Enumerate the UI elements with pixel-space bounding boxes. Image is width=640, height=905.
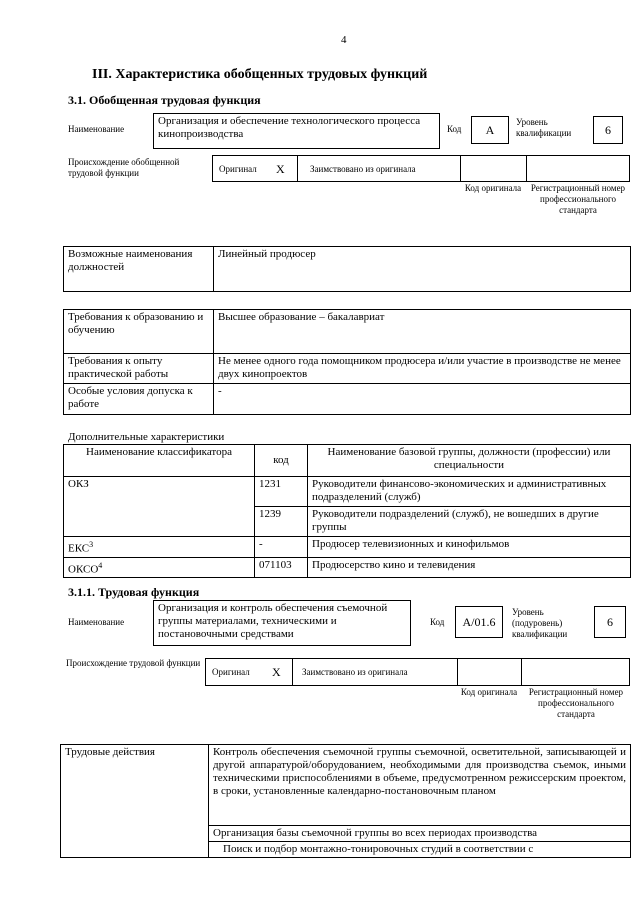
okz-name-1: Руководители финансово-экономических и административных подразделений (служб) (308, 477, 631, 507)
tf-original-mark: X (272, 665, 281, 679)
action-1: Контроль обеспечения съемочной группы съемочной, осветительной, записывающей и другой аппаратурой/оборудованием, необходимыми для производства съемок, иными техническими приспособлениями в объеме, предусмотренном режиссерским проектом, в сроки, установленные календарно-постановочным планом (209, 745, 631, 826)
okz-code-1: 1231 (255, 477, 308, 507)
special-label: Особые условия допуска к работе (64, 384, 214, 415)
additional-title: Дополнительные характеристики (68, 431, 225, 443)
positions-value: Линейный продюсер (214, 247, 631, 292)
section-title: III. Характеристика обобщенных трудовых функций (92, 67, 428, 82)
gtf-original-mark: X (276, 162, 285, 176)
tf-level-value: 6 (594, 606, 626, 638)
gtf-origin-divider-1 (297, 155, 298, 182)
gtf-level-label: Уровень квалификации (516, 117, 572, 138)
tf-reg-num-caption: Регистрационный номер профессионального стандарта (528, 687, 624, 719)
positions-table (63, 246, 631, 292)
requirements-table (63, 309, 631, 415)
tf-name-value: Организация и контроль обеспечения съемочной группы материалами, техническими и постановочными средствами (153, 600, 411, 646)
col-code: код (255, 445, 308, 477)
tf-origin-divider-3 (521, 658, 522, 686)
okso-classifier: ОКСО$^4$ (64, 557, 255, 578)
tf-level-label: Уровень (подуровень) квалификации (512, 607, 568, 639)
actions-table (60, 744, 631, 858)
gtf-code-value: A (471, 116, 509, 144)
gtf-origin-divider-2 (460, 155, 461, 182)
tf-heading: 3.1.1. Трудовая функция (68, 585, 200, 599)
tf-original-label: Оригинал (212, 667, 250, 677)
tf-origin-divider-2 (457, 658, 458, 686)
gtf-heading: 3.1. Обобщенная трудовая функция (68, 93, 261, 107)
col-classifier: Наименование классификатора (64, 445, 255, 477)
okz-code-2: 1239 (255, 507, 308, 537)
okso-name: Продюсерство кино и телевидения (308, 557, 631, 578)
gtf-reg-num-caption: Регистрационный номер профессионального стандарта (530, 183, 626, 215)
col-name: Наименование базовой группы, должности (профессии) или специальности (308, 445, 631, 477)
gtf-name-value: Организация и обеспечение технологического процесса кинопроизводства (153, 113, 440, 149)
actions-label: Трудовые действия (61, 745, 209, 858)
tf-origin-divider-1 (292, 658, 293, 686)
action-3: Поиск и подбор монтажно-тонировочных студий в соответствии с (209, 842, 631, 858)
gtf-origin-box (212, 155, 630, 182)
tf-origin-label: Происхождение трудовой функции (66, 658, 201, 668)
action-2: Организация базы съемочной группы во всех периодах производства (209, 826, 631, 842)
edu-value: Высшее образование – бакалавриат (214, 310, 631, 354)
tf-code-label: Код (430, 617, 445, 627)
gtf-orig-code-caption: Код оригинала (464, 183, 522, 193)
okz-classifier: ОКЗ (64, 477, 255, 537)
gtf-level-value: 6 (593, 116, 623, 144)
tf-name-label: Наименование (68, 617, 125, 627)
eks-code: - (255, 537, 308, 558)
gtf-borrowed-label: Заимствовано из оригинала (310, 164, 416, 174)
eks-name: Продюсер телевизионных и кинофильмов (308, 537, 631, 558)
eks-classifier: ЕКС$^3$ (64, 537, 255, 558)
edu-label: Требования к образованию и обучению (64, 310, 214, 354)
exp-value: Не менее одного года помощником продюсера и/или участие в производстве не менее двух кинопроектов (214, 354, 631, 384)
gtf-origin-divider-3 (526, 155, 527, 182)
tf-orig-code-caption: Код оригинала (460, 687, 518, 697)
special-value: - (214, 384, 631, 415)
gtf-original-label: Оригинал (219, 164, 257, 174)
okz-name-2: Руководители подразделений (служб), не вошедших в другие группы (308, 507, 631, 537)
additional-table (63, 444, 631, 578)
page-number: 4 (341, 34, 347, 46)
positions-label: Возможные наименования должностей (64, 247, 214, 292)
tf-borrowed-label: Заимствовано из оригинала (302, 667, 408, 677)
tf-code-value: A/01.6 (455, 606, 503, 638)
tf-origin-box (205, 658, 630, 686)
gtf-name-label: Наименование (68, 124, 125, 134)
okso-code: 071103 (255, 557, 308, 578)
gtf-origin-label: Происхождение обобщенной трудовой функции (68, 157, 180, 178)
gtf-code-label: Код (447, 124, 462, 134)
exp-label: Требования к опыту практической работы (64, 354, 214, 384)
